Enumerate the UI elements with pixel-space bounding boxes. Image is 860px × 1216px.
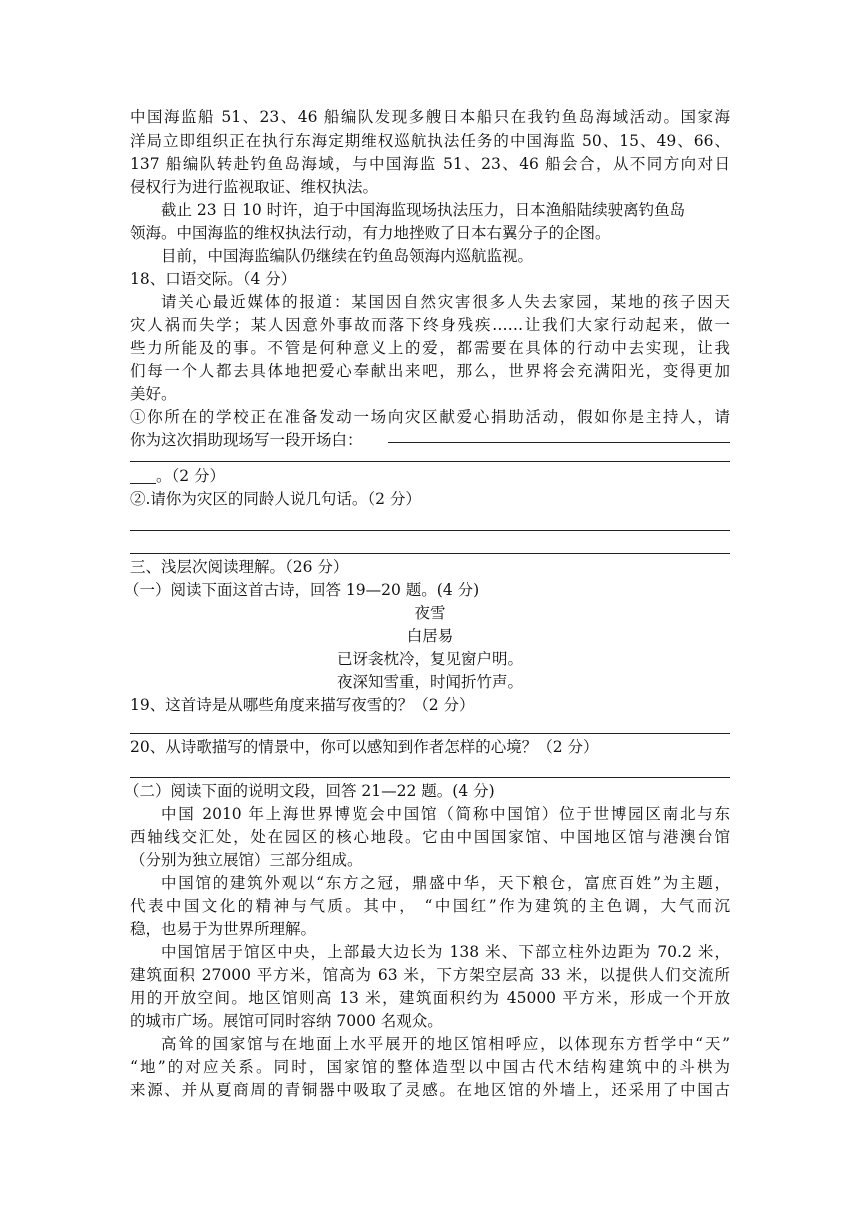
text-line: 用的开放空间。地区馆则高 13 米，建筑面积约为 45000 平方米，形成一个开放	[130, 989, 730, 1007]
question-19: 19、这首诗是从哪些角度来描写夜雪的？（2 分）	[130, 696, 475, 714]
text-line: 侵权行为进行监视取证、维权执法。	[130, 178, 379, 196]
text-line: （分别为独立展馆）三部分组成。	[130, 851, 363, 869]
poem-title: 夜雪	[414, 604, 446, 622]
text-line: 美好。	[130, 385, 177, 403]
text-line: 些力所能及的事。不管是何种意义上的爱，都需要在具体的行动中去实现，让我	[130, 339, 730, 357]
answer-blank-line[interactable]	[130, 461, 730, 462]
text-line: 洋局立即组织正在执行东海定期维权巡航执法任务的中国海监 50、15、49、66、	[130, 132, 730, 150]
text-line: 建筑面积 27000 平方米，馆高为 63 米，下方架空层高 33 米，以提供人们交流所	[130, 966, 730, 984]
text-line: 西轴线交汇处，处在园区的核心地段。它由中国国家馆、中国地区馆与港澳台馆	[130, 828, 730, 846]
poem-line: 夜深知雪重，时闻折竹声。	[336, 673, 523, 691]
answer-blank-line[interactable]	[388, 442, 730, 443]
text-line: 灾人祸而失学；某人因意外事故而落下终身残疾……让我们大家行动起来，做一	[130, 316, 730, 334]
text-line: 代表中国文化的精神与气质。其中， “中国红”作为建筑的主色调，大气而沉	[130, 897, 730, 915]
question-18-heading: 18、口语交际。（4 分）	[130, 270, 297, 288]
text-line: 请关心最近媒体的报道：某国因自然灾害很多人失去家园，某地的孩子因天	[161, 293, 730, 311]
text-line: 目前，中国海监编队仍继续在钓鱼岛领海内巡航监视。	[161, 247, 534, 265]
text-line: 来源、并从夏商周的青铜器中吸取了灵感。在地区馆的外墙上，还采用了中国古	[130, 1081, 730, 1099]
question-18-1-prompt-cont: 你为这次捐助现场写一段开场白：	[130, 431, 363, 449]
score-text: 。（2 分）	[156, 467, 226, 485]
text-line: 中国馆的建筑外观以“东方之冠，鼎盛中华，天下粮仓，富庶百姓”为主题，	[161, 874, 730, 892]
text-line: 的城市广场。展馆可同时容纳 7000 名观众。	[130, 1012, 443, 1030]
text-line: 中国馆居于馆区中央，上部最大边长为 138 米、下部立柱外边距为 70.2 米，	[161, 943, 730, 961]
text-line: 稳，也易于为世界所理解。	[130, 920, 317, 938]
text-line: “地”的对应关系。同时，国家馆的整体造型以中国古代木结构建筑中的斗栱为	[130, 1058, 730, 1076]
score-note	[130, 465, 730, 488]
answer-blank-line[interactable]	[130, 530, 730, 531]
answer-blank-line[interactable]	[130, 553, 730, 554]
text-line: 截止 23 日 10 时许，迫于中国海监现场执法压力，日本渔船陆续驶离钓鱼岛	[161, 201, 686, 219]
text-line: 领海。中国海监的维权执法行动，有力地挫败了日本右翼分子的企图。	[130, 224, 611, 242]
answer-blank-short[interactable]	[130, 467, 156, 484]
part-two-heading: （二）阅读下面的说明文段，回答 21—22 题。(4 分)	[124, 782, 495, 800]
text-line: 高耸的国家馆与在地面上水平展开的地区馆相呼应，以体现东方哲学中“天”	[161, 1035, 730, 1053]
answer-blank-line[interactable]	[130, 733, 730, 734]
text-line: 中国海监船 51、23、46 船编队发现多艘日本船只在我钓鱼岛海域活动。国家海	[130, 108, 730, 126]
poem-line: 已讶衾枕冷，复见窗户明。	[336, 650, 523, 668]
question-18-1-prompt: ①你所在的学校正在准备发动一场向灾区献爱心捐助活动，假如你是主持人，请	[130, 408, 730, 426]
text-line: 137 船编队转赴钓鱼岛海域，与中国海监 51、23、46 船会合，从不同方向对日	[130, 155, 730, 173]
text-line: 中国 2010 年上海世界博览会中国馆（简称中国馆）位于世博园区南北与东	[161, 805, 730, 823]
question-20: 20、从诗歌描写的情景中，你可以感知到作者怎样的心境？（2 分）	[130, 738, 599, 756]
text-line: 们每一个人都去具体地把爱心奉献出来吧，那么，世界将会充满阳光，变得更加	[130, 362, 730, 380]
section-three-heading: 三、浅层次阅读理解。（26 分）	[130, 558, 349, 576]
answer-blank-line[interactable]	[130, 777, 730, 778]
part-one-heading: （一）阅读下面这首古诗，回答 19—20 题。(4 分)	[124, 581, 480, 599]
question-18-2-prompt: ②.请你为灾区的同龄人说几句话。（2 分）	[130, 490, 421, 508]
poem-author: 白居易	[406, 627, 454, 645]
